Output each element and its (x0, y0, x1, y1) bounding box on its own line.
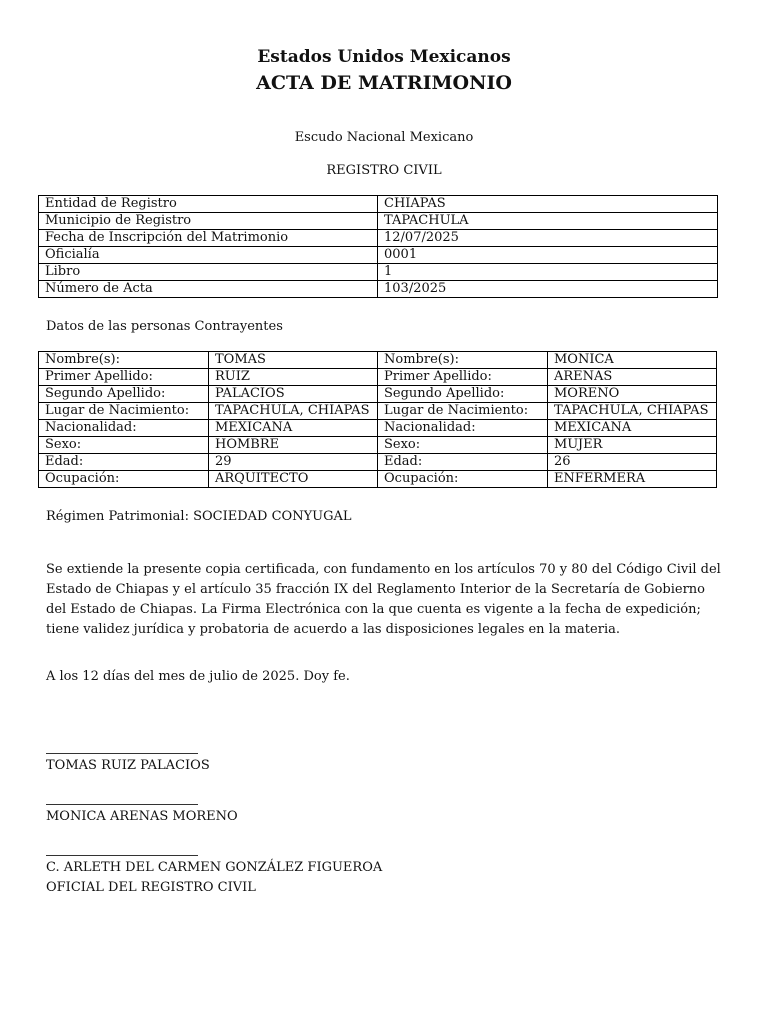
table-row (39, 454, 717, 471)
groom-field-label: Lugar de Nacimiento: (39, 403, 209, 420)
table-row (39, 471, 717, 488)
registration-value: 12/07/2025 (378, 230, 718, 247)
groom-field-label: Edad: (39, 454, 209, 471)
bride-field-label: Edad: (378, 454, 548, 471)
bride-field-label: Segundo Apellido: (378, 386, 548, 403)
registration-label: Oficialía (39, 247, 378, 264)
groom-field-label: Segundo Apellido: (39, 386, 209, 403)
bride-field-value: 26 (548, 454, 717, 471)
groom-field-label: Nombre(s): (39, 352, 209, 369)
bride-field-value: MEXICANA (548, 420, 717, 437)
groom-field-label: Ocupación: (39, 471, 209, 488)
officer-signature-name: C. ARLETH DEL CARMEN GONZÁLEZ FIGUEROA (46, 860, 383, 875)
groom-field-value: 29 (209, 454, 378, 471)
property-regime-value: SOCIEDAD CONYUGAL (193, 509, 352, 524)
country-heading: Estados Unidos Mexicanos (257, 47, 511, 67)
registration-value: CHIAPAS (378, 196, 718, 213)
bride-field-value: MORENO (548, 386, 717, 403)
bride-field-value: MONICA (548, 352, 717, 369)
groom-signature-line (46, 753, 198, 754)
registration-label: Fecha de Inscripción del Matrimonio (39, 230, 378, 247)
registration-value: TAPACHULA (378, 213, 718, 230)
spouses-section-label: Datos de las personas Contrayentes (46, 319, 283, 334)
registration-value: 1 (378, 264, 718, 281)
table-row (39, 386, 717, 403)
spouses-table (38, 351, 717, 488)
bride-field-label: Nacionalidad: (378, 420, 548, 437)
registration-value: 0001 (378, 247, 718, 264)
groom-field-label: Sexo: (39, 437, 209, 454)
registration-value: 103/2025 (378, 281, 718, 298)
table-row (39, 264, 718, 281)
table-row (39, 420, 717, 437)
table-row (39, 437, 717, 454)
property-regime (46, 509, 352, 524)
groom-field-value: TAPACHULA, CHIAPAS (209, 403, 378, 420)
bride-field-label: Lugar de Nacimiento: (378, 403, 548, 420)
table-row (39, 196, 718, 213)
table-row (39, 281, 718, 298)
table-row (39, 352, 717, 369)
bride-field-value: ENFERMERA (548, 471, 717, 488)
registration-label: Libro (39, 264, 378, 281)
groom-field-value: ARQUITECTO (209, 471, 378, 488)
bride-field-label: Ocupación: (378, 471, 548, 488)
groom-field-value: PALACIOS (209, 386, 378, 403)
registration-label: Número de Acta (39, 281, 378, 298)
table-row (39, 230, 718, 247)
groom-field-value: RUIZ (209, 369, 378, 386)
bride-signature-name: MONICA ARENAS MORENO (46, 809, 238, 824)
groom-field-value: MEXICANA (209, 420, 378, 437)
property-regime-label: Régimen Patrimonial: (46, 509, 189, 524)
national-shield-caption: Escudo Nacional Mexicano (294, 130, 474, 145)
bride-field-label: Primer Apellido: (378, 369, 548, 386)
groom-field-label: Nacionalidad: (39, 420, 209, 437)
officer-title: OFICIAL DEL REGISTRO CIVIL (46, 880, 256, 895)
groom-field-label: Primer Apellido: (39, 369, 209, 386)
document-title: ACTA DE MATRIMONIO (256, 72, 512, 94)
bride-field-label: Sexo: (378, 437, 548, 454)
closing-statement: A los 12 días del mes de julio de 2025. Doy fe. (46, 669, 350, 684)
registration-table (38, 195, 718, 298)
civil-registry-caption: REGISTRO CIVIL (326, 163, 442, 178)
groom-field-value: TOMAS (209, 352, 378, 369)
table-row (39, 247, 718, 264)
bride-signature-line (46, 804, 198, 805)
table-row (39, 369, 717, 386)
certification-paragraph: Se extiende la presente copia certificada, con fundamento en los artículos 70 y 80 del Código Civil del Estado de Chiapas y el artículo 35 fracción IX del Reglamento Interior de la Secretaría de Gobierno del Estado de Chiapas. La Firma Electrónica con la que cuenta es vigente a la fecha de expedición; tiene validez jurídica y probatoria de acuerdo a las disposiciones legales en la materia. (46, 562, 721, 637)
registration-label: Municipio de Registro (39, 213, 378, 230)
table-row (39, 213, 718, 230)
bride-field-value: ARENAS (548, 369, 717, 386)
officer-signature-line (46, 855, 198, 856)
bride-field-value: TAPACHULA, CHIAPAS (548, 403, 717, 420)
bride-field-label: Nombre(s): (378, 352, 548, 369)
bride-field-value: MUJER (548, 437, 717, 454)
groom-field-value: HOMBRE (209, 437, 378, 454)
registration-label: Entidad de Registro (39, 196, 378, 213)
groom-signature-name: TOMAS RUIZ PALACIOS (46, 758, 210, 773)
table-row (39, 403, 717, 420)
